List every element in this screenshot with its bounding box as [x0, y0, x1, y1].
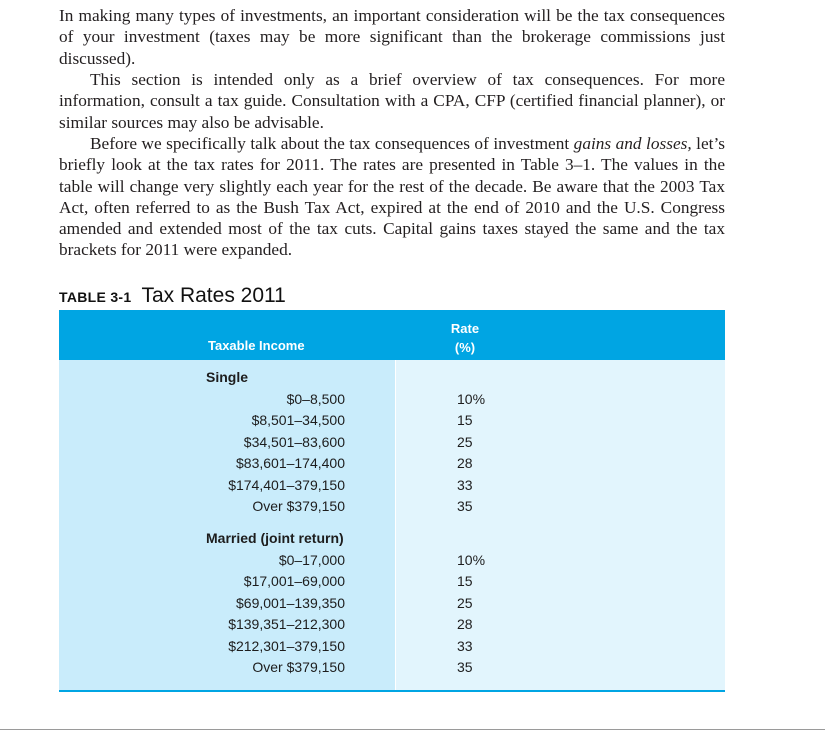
income-cell: $8,501–34,500 [251, 412, 345, 428]
rate-cell: 15 [457, 412, 473, 428]
table-caption [59, 284, 286, 308]
rate-cell: 10% [457, 391, 486, 407]
rate-cell: 28 [457, 616, 473, 632]
table-row [59, 595, 725, 617]
header-rate-label: Rate [450, 321, 480, 336]
income-cell: $139,351–212,300 [228, 616, 345, 632]
rate-cell: 33 [457, 638, 473, 654]
paragraph-overview: This section is intended only as a brief overview of tax consequences. For more information, consult a tax guide. Consultation with a CPA, CFP (certified financial planner), or similar sources may also be advisable. [59, 70, 725, 132]
rate-cell: 28 [457, 455, 473, 471]
table-row [59, 616, 725, 638]
rate-cell: 33 [457, 477, 473, 493]
table-number: TABLE 3-1 [59, 289, 132, 305]
tax-rates-table [59, 310, 725, 692]
table-title: Tax Rates 2011 [141, 284, 286, 307]
rate-cell: 25 [457, 595, 473, 611]
paragraph-intro: In making many types of investments, an important consideration will be the tax consequences of your investment (taxes may be more significant than the brokerage commissions just discussed). [59, 6, 725, 68]
table-row [59, 573, 725, 595]
group-label-single: Single [206, 369, 249, 385]
table-row [59, 638, 725, 660]
table-row [59, 552, 725, 574]
table-row [59, 498, 725, 520]
table-row [59, 391, 725, 413]
income-cell: $212,301–379,150 [228, 638, 345, 654]
rate-cell: 35 [457, 659, 473, 675]
rate-cell: 10% [457, 552, 486, 568]
income-cell: Over $379,150 [252, 498, 345, 514]
rate-cell: 25 [457, 434, 473, 450]
paragraph-tax-rates-emphasis: gains and losses, [573, 134, 692, 153]
income-cell: $83,601–174,400 [236, 455, 345, 471]
paragraph-tax-rates [59, 133, 725, 261]
header-rate-unit: (%) [454, 340, 476, 355]
table-bottom-rule [59, 690, 725, 692]
paragraph-tax-rates-end: let’s briefly look at the tax rates for 2011. The rates are presented in Table 3–1. The values in the table will change very slightly each year for the rest of the decade. Be aware that the 2003 Tax Act, often referred to as the Bush Tax Act, expired at the end of 2010 and the U.S. Congress amended and extended most of the tax cuts. Capital gains taxes stayed the same and the tax brackets for 2011 were expanded. [59, 134, 725, 260]
header-taxable-income: Taxable Income [208, 338, 305, 353]
income-cell: $174,401–379,150 [228, 477, 345, 493]
income-cell: Over $379,150 [252, 659, 345, 675]
table-row [59, 477, 725, 499]
table-row [59, 455, 725, 477]
group-label-married: Married (joint return) [206, 530, 344, 546]
income-cell: $0–8,500 [286, 391, 345, 407]
rate-cell: 35 [457, 498, 473, 514]
paragraph-tax-rates-start: Before we specifically talk about the tax consequences of investment [90, 134, 574, 153]
table-row [59, 659, 725, 681]
income-cell: $34,501–83,600 [243, 434, 345, 450]
header-rate [431, 319, 499, 357]
table-row [59, 412, 725, 434]
income-cell: $0–17,000 [278, 552, 345, 568]
table-header [59, 310, 725, 360]
page-bottom-divider [0, 729, 825, 730]
rate-cell: 15 [457, 573, 473, 589]
income-cell: $17,001–69,000 [243, 573, 345, 589]
income-cell: $69,001–139,350 [236, 595, 345, 611]
table-row [59, 434, 725, 456]
